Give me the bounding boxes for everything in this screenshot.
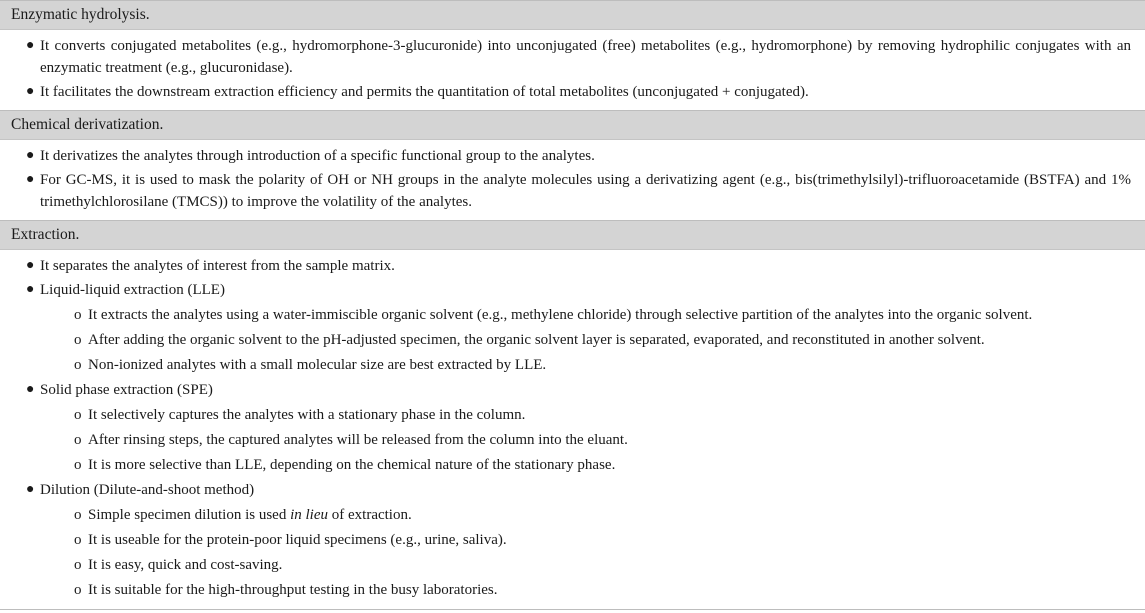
sub-bullet-icon: o bbox=[74, 307, 82, 323]
list-item-spe bbox=[0, 379, 1145, 401]
list-item bbox=[0, 145, 1145, 167]
section-title: Extraction. bbox=[11, 226, 80, 243]
list-item-text: For GC-MS, it is used to mask the polarity of OH or NH groups in the analyte molecules using a derivatizing agent (e.g., bis(trimethylsilyl)-trifluoroacetamide (BSTFA) and 1% trimethylchlorosilane (TMCS)) to improve the volatility of the analytes. bbox=[40, 172, 1131, 210]
group-label: Liquid-liquid extraction (LLE) bbox=[40, 282, 225, 298]
bullet-icon: ● bbox=[26, 382, 35, 397]
sub-item-text bbox=[88, 507, 412, 523]
list-item-text: It converts conjugated metabolites (e.g., hydromorphone-3-glucuronide) into unconjugated (free) metabolites (e.g., hydromorphone) by removing hydrophilic conjugates with an enzymatic treatment (e.g., glucuronidase). bbox=[40, 38, 1131, 76]
bullet-icon: ● bbox=[26, 148, 35, 163]
sub-item bbox=[0, 579, 1145, 601]
sub-bullet-icon: o bbox=[74, 557, 82, 573]
sub-bullet-icon: o bbox=[74, 532, 82, 548]
sub-item bbox=[0, 329, 1145, 351]
text-after-italic: of extraction. bbox=[328, 507, 412, 523]
bullet-icon: ● bbox=[26, 282, 35, 297]
sub-item bbox=[0, 454, 1145, 476]
list-item-text: It separates the analytes of interest from the sample matrix. bbox=[40, 258, 395, 274]
sub-item bbox=[0, 304, 1145, 326]
bullet-icon: ● bbox=[26, 482, 35, 497]
sub-item-text: After rinsing steps, the captured analytes will be released from the column into the eluant. bbox=[88, 432, 628, 448]
section-title: Chemical derivatization. bbox=[11, 116, 164, 133]
sub-bullet-icon: o bbox=[74, 582, 82, 598]
sub-item bbox=[0, 429, 1145, 451]
list-item bbox=[0, 255, 1145, 277]
bullet-icon: ● bbox=[26, 84, 35, 99]
sub-item-text: Non-ionized analytes with a small molecular size are best extracted by LLE. bbox=[88, 357, 547, 373]
section-header-chemical-derivatization bbox=[0, 111, 1145, 140]
sub-item-text: It extracts the analytes using a water-immiscible organic solvent (e.g., methylene chloride) through selective partition of the analytes into the organic solvent. bbox=[88, 307, 1033, 323]
bullet-icon: ● bbox=[26, 38, 35, 53]
sub-item-text: It is easy, quick and cost-saving. bbox=[88, 557, 283, 573]
list-item bbox=[0, 81, 1145, 103]
section-body-enzymatic-hydrolysis bbox=[0, 30, 1145, 111]
bullet-icon: ● bbox=[26, 258, 35, 273]
sub-item-text: It is useable for the protein-poor liquid specimens (e.g., urine, saliva). bbox=[88, 532, 507, 548]
sub-item bbox=[0, 504, 1145, 526]
sub-bullet-icon: o bbox=[74, 332, 82, 348]
sub-bullet-icon: o bbox=[74, 407, 82, 423]
list-item-dilution bbox=[0, 479, 1145, 501]
group-label: Dilution (Dilute-and-shoot method) bbox=[40, 482, 255, 498]
sub-item bbox=[0, 354, 1145, 376]
sub-item-text: It selectively captures the analytes with a stationary phase in the column. bbox=[88, 407, 526, 423]
sub-item-text: After adding the organic solvent to the pH-adjusted specimen, the organic solvent layer is separated, evaporated, and reconstituted in another solvent. bbox=[88, 332, 985, 348]
sub-item-text: It is suitable for the high-throughput testing in the busy laboratories. bbox=[88, 582, 498, 598]
italic-term: in lieu bbox=[290, 507, 328, 523]
sub-bullet-icon: o bbox=[74, 507, 82, 523]
bullet-icon: ● bbox=[26, 172, 35, 187]
group-label: Solid phase extraction (SPE) bbox=[40, 382, 213, 398]
section-body-chemical-derivatization bbox=[0, 140, 1145, 221]
section-title: Enzymatic hydrolysis. bbox=[11, 6, 150, 23]
section-header-enzymatic-hydrolysis bbox=[0, 1, 1145, 30]
sub-item-text: It is more selective than LLE, depending on the chemical nature of the stationary phase. bbox=[88, 457, 616, 473]
list-item-lle bbox=[0, 279, 1145, 301]
sub-item bbox=[0, 529, 1145, 551]
list-item bbox=[0, 169, 1145, 213]
sub-bullet-icon: o bbox=[74, 357, 82, 373]
list-item bbox=[0, 35, 1145, 79]
section-body-extraction bbox=[0, 250, 1145, 610]
list-item-text: It derivatizes the analytes through introduction of a specific functional group to the analytes. bbox=[40, 148, 595, 164]
sub-item bbox=[0, 554, 1145, 576]
sub-bullet-icon: o bbox=[74, 432, 82, 448]
text-before-italic: Simple specimen dilution is used bbox=[88, 507, 291, 523]
sub-item bbox=[0, 404, 1145, 426]
section-header-extraction bbox=[0, 221, 1145, 250]
list-item-text: It facilitates the downstream extraction efficiency and permits the quantitation of total metabolites (unconjugated + conjugated). bbox=[40, 84, 809, 100]
sub-bullet-icon: o bbox=[74, 457, 82, 473]
